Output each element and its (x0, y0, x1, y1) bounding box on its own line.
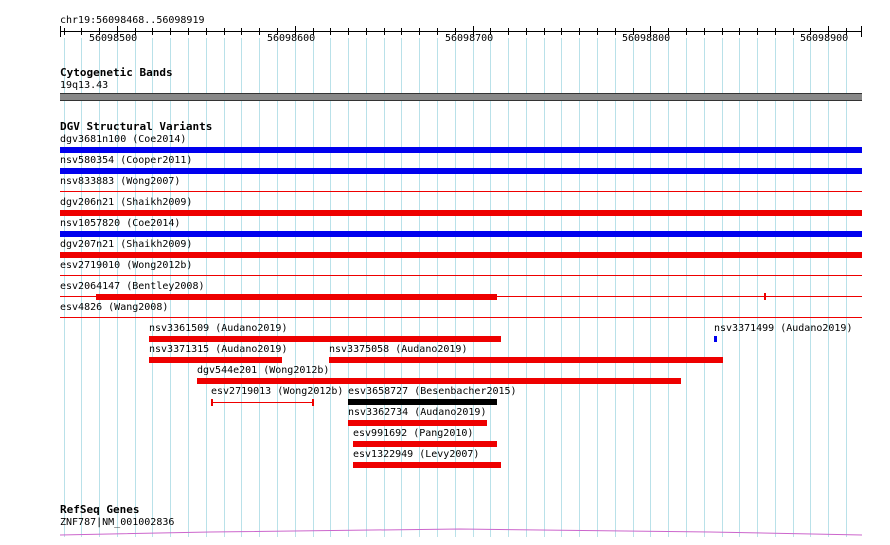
ruler-minor-tick (757, 28, 758, 35)
dgv-variant-label[interactable]: esv2719010 (Wong2012b) (60, 260, 193, 271)
ruler-tick-label: 56098600 (267, 33, 316, 44)
dgv-variant-label[interactable]: esv4826 (Wang2008) (60, 302, 169, 313)
dgv-feature-bar[interactable] (197, 378, 681, 384)
ruler-minor-tick (259, 28, 260, 35)
grid-line (579, 38, 580, 537)
ruler-minor-tick (597, 28, 598, 35)
grid-line (775, 38, 776, 537)
ruler-minor-tick (366, 28, 367, 35)
ruler-minor-tick (437, 28, 438, 35)
grid-line (206, 38, 207, 537)
ruler-minor-tick (739, 28, 740, 35)
dgv-feature-bar[interactable] (714, 336, 717, 342)
grid-line (348, 38, 349, 537)
ruler-minor-tick (330, 28, 331, 35)
grid-line (224, 38, 225, 537)
grid-line (561, 38, 562, 537)
dgv-feature-bar[interactable] (348, 420, 487, 426)
grid-line (810, 38, 811, 537)
grid-line (722, 38, 723, 537)
dgv-variant-bar[interactable] (60, 210, 862, 216)
dgv-feature-label[interactable]: nsv3371499 (Audano2019) (714, 323, 853, 334)
ruler-minor-tick (401, 28, 402, 35)
dgv-feature-label[interactable]: nsv3361509 (Audano2019) (149, 323, 288, 334)
grid-line (508, 38, 509, 537)
ruler-minor-tick (81, 28, 82, 35)
grid-line (597, 38, 598, 537)
dgv-variant-bar[interactable] (60, 252, 862, 258)
ruler-minor-tick (241, 28, 242, 35)
dgv-variant-line[interactable] (60, 275, 862, 276)
ruler-minor-tick (561, 28, 562, 35)
grid-line (793, 38, 794, 537)
refseq-gene-line (60, 529, 862, 535)
ruler-tick-label: 56098800 (622, 33, 671, 44)
ruler-minor-tick (615, 28, 616, 35)
ruler-minor-tick (170, 28, 171, 35)
refseq-track-title[interactable]: RefSeq Genes (60, 503, 140, 516)
cytoband-bar[interactable] (60, 93, 862, 101)
dgv-feature-line[interactable] (211, 402, 314, 403)
region-label: chr19:56098468..56098919 (60, 15, 205, 26)
ruler-minor-tick (544, 28, 545, 35)
dgv-variant-line[interactable] (60, 317, 862, 318)
ruler-minor-tick (348, 28, 349, 35)
ruler-minor-tick (793, 28, 794, 35)
dgv-feature-bar[interactable] (149, 357, 282, 363)
cytoband-name: 19q13.43 (60, 80, 109, 91)
dgv-feature-label[interactable]: esv991692 (Pang2010) (353, 428, 474, 439)
dgv-feature-label[interactable]: esv1322949 (Levy2007) (353, 449, 480, 460)
grid-line (241, 38, 242, 537)
ruler-minor-tick (704, 28, 705, 35)
grid-line (526, 38, 527, 537)
ruler-tick-label: 56098900 (800, 33, 849, 44)
dgv-feature-bar[interactable] (353, 441, 497, 447)
ruler-minor-tick (384, 28, 385, 35)
ruler-minor-tick (224, 28, 225, 35)
dgv-variant-label[interactable]: dgv207n21 (Shaikh2009) (60, 239, 193, 250)
ruler-minor-tick (686, 28, 687, 35)
dgv-feature-label[interactable]: nsv3362734 (Audano2019) (348, 407, 487, 418)
ruler-tick-label: 56098700 (445, 33, 494, 44)
grid-line (650, 38, 651, 537)
ruler-minor-tick (722, 28, 723, 35)
dgv-feature-bar[interactable] (353, 462, 501, 468)
ruler-minor-tick (775, 28, 776, 35)
grid-line (544, 38, 545, 537)
dgv-variant-bar[interactable] (60, 231, 862, 237)
dgv-track-title[interactable]: DGV Structural Variants (60, 120, 213, 133)
grid-line (633, 38, 634, 537)
ruler-minor-tick (419, 28, 420, 35)
grid-line (259, 38, 260, 537)
ruler-minor-tick (206, 28, 207, 35)
dgv-feature-label[interactable]: dgv544e201 (Wong2012b) (197, 365, 330, 376)
grid-line (277, 38, 278, 537)
grid-line (739, 38, 740, 537)
dgv-feature-cap (312, 399, 314, 406)
refseq-gene-label[interactable]: ZNF787|NM_001002836 (60, 517, 175, 528)
dgv-variant-label[interactable]: nsv1057820 (Coe2014) (60, 218, 181, 229)
ruler-axis (60, 31, 862, 32)
grid-line (295, 38, 296, 537)
dgv-feature-bar[interactable] (348, 399, 497, 405)
ruler-tick-label: 56098500 (89, 33, 138, 44)
dgv-variant-label[interactable]: dgv206n21 (Shaikh2009) (60, 197, 193, 208)
cytoband-track-title[interactable]: Cytogenetic Bands (60, 66, 173, 79)
ruler-end-tick (861, 26, 862, 37)
grid-line (704, 38, 705, 537)
grid-line (668, 38, 669, 537)
ruler-minor-tick (508, 28, 509, 35)
dgv-feature-label[interactable]: nsv3375058 (Audano2019) (329, 344, 468, 355)
dgv-feature-bar[interactable] (329, 357, 724, 363)
ruler-minor-tick (152, 28, 153, 35)
grid-line (757, 38, 758, 537)
grid-line (330, 38, 331, 537)
grid-line (686, 38, 687, 537)
grid-line (828, 38, 829, 537)
ruler-minor-tick (64, 28, 65, 35)
dgv-variant-bar[interactable] (60, 147, 862, 153)
dgv-variant-bar[interactable] (60, 168, 862, 174)
dgv-feature-bar[interactable] (149, 336, 501, 342)
dgv-variant-label[interactable]: esv2064147 (Bentley2008) (60, 281, 205, 292)
dgv-variant-thick-segment[interactable] (96, 294, 498, 300)
dgv-variant-end-cap (764, 293, 766, 300)
dgv-variant-label[interactable]: dgv3681n100 (Coe2014) (60, 134, 187, 145)
ruler-minor-tick (188, 28, 189, 35)
dgv-feature-cap (211, 399, 213, 406)
ruler-minor-tick (579, 28, 580, 35)
dgv-variant-line[interactable] (60, 191, 862, 192)
dgv-feature-label[interactable]: esv3658727 (Besenbacher2015) (348, 386, 517, 397)
dgv-feature-label[interactable]: esv2719013 (Wong2012b) (211, 386, 344, 397)
grid-line (313, 38, 314, 537)
dgv-variant-label[interactable]: nsv833883 (Wong2007) (60, 176, 181, 187)
dgv-variant-label[interactable]: nsv580354 (Cooper2011) (60, 155, 193, 166)
grid-line (615, 38, 616, 537)
dgv-feature-label[interactable]: nsv3371315 (Audano2019) (149, 344, 288, 355)
grid-line (846, 38, 847, 537)
refseq-gene-feature[interactable] (60, 526, 862, 538)
ruler-minor-tick (526, 28, 527, 35)
ruler-end-tick (60, 26, 61, 37)
